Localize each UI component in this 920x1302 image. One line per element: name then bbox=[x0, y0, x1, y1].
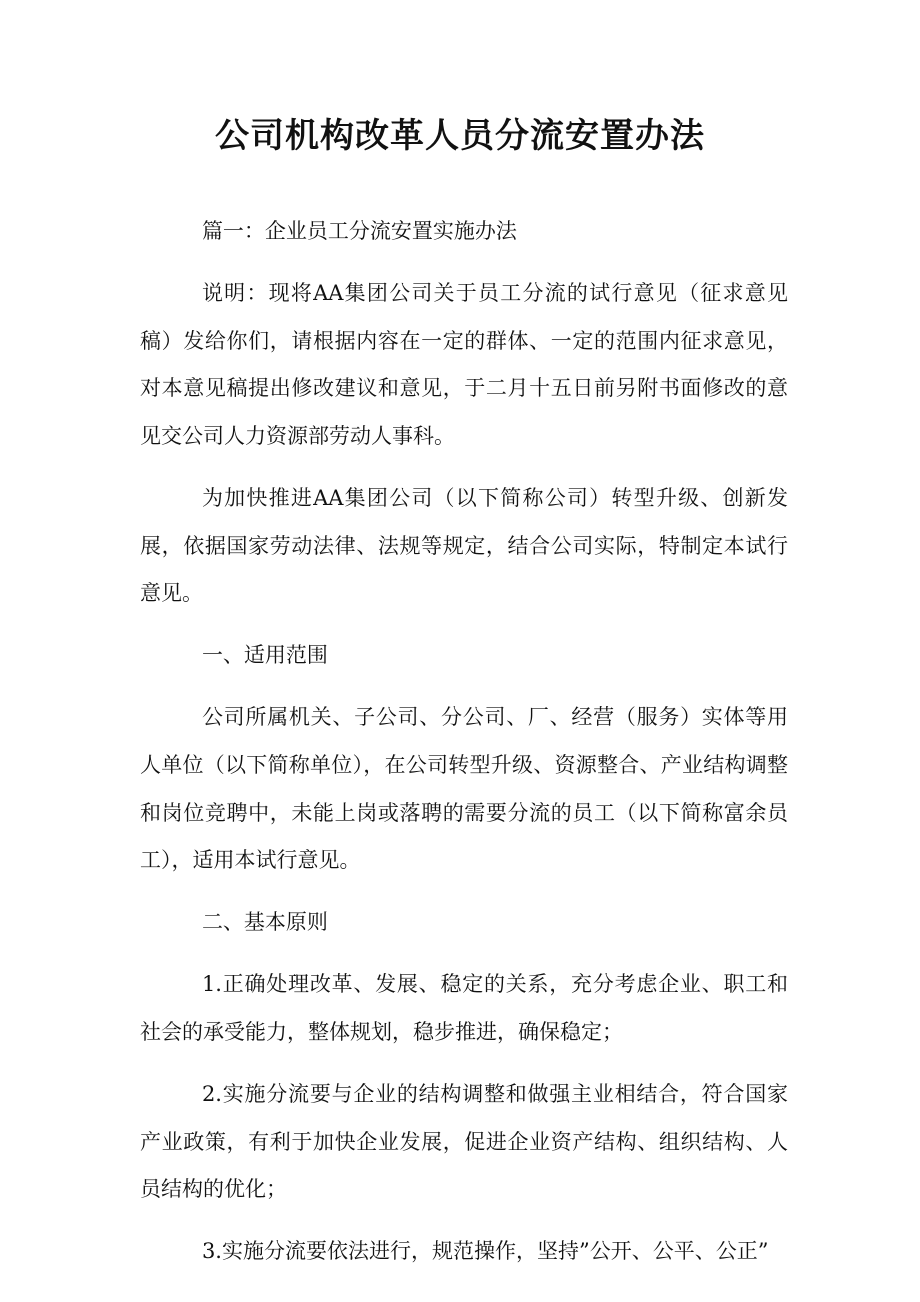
principle-item-3: 3.实施分流要依法进行，规范操作，坚持”公开、公平、公正” bbox=[201, 1239, 769, 1264]
document-title: 公司机构改革人员分流安置办法 bbox=[215, 116, 705, 156]
principle-item-2: 2.实施分流要与企业的结构调整和做强主业相结合，符合国家产业政策，有利于加快企业发展，促进企业资产结构、组织结构、人员结构的优化； bbox=[140, 1082, 788, 1202]
document-body bbox=[140, 208, 788, 1290]
explanation-paragraph: 说明：现将AA集团公司关于员工分流的试行意见（征求意见稿）发给你们，请根据内容在一定的群体、一定的范围内征求意见，对本意见稿提出修改建议和意见，于二月十五日前另附书面修改的意见交公司人力资源部劳动人事科。 bbox=[140, 281, 788, 448]
section-heading-part-one: 篇一：企业员工分流安置实施办法 bbox=[201, 219, 517, 243]
purpose-paragraph: 为加快推进AA集团公司（以下简称公司）转型升级、创新发展，依据国家劳动法律、法规等规定，结合公司实际，特制定本试行意见。 bbox=[140, 485, 788, 606]
section-heading-principles: 二、基本原则 bbox=[201, 910, 328, 935]
scope-paragraph: 公司所属机关、子公司、分公司、厂、经营（服务）实体等用人单位（以下简称单位），在公司转型升级、资源整合、产业结构调整和岗位竞聘中，未能上岗或落聘的需要分流的员工（以下简称富余员工），适用本试行意见。 bbox=[140, 705, 788, 873]
principle-item-1: 1.正确处理改革、发展、稳定的关系，充分考虑企业、职工和社会的承受能力，整体规划，稳步推进，确保稳定； bbox=[140, 972, 788, 1044]
section-heading-scope: 一、适用范围 bbox=[201, 643, 328, 668]
